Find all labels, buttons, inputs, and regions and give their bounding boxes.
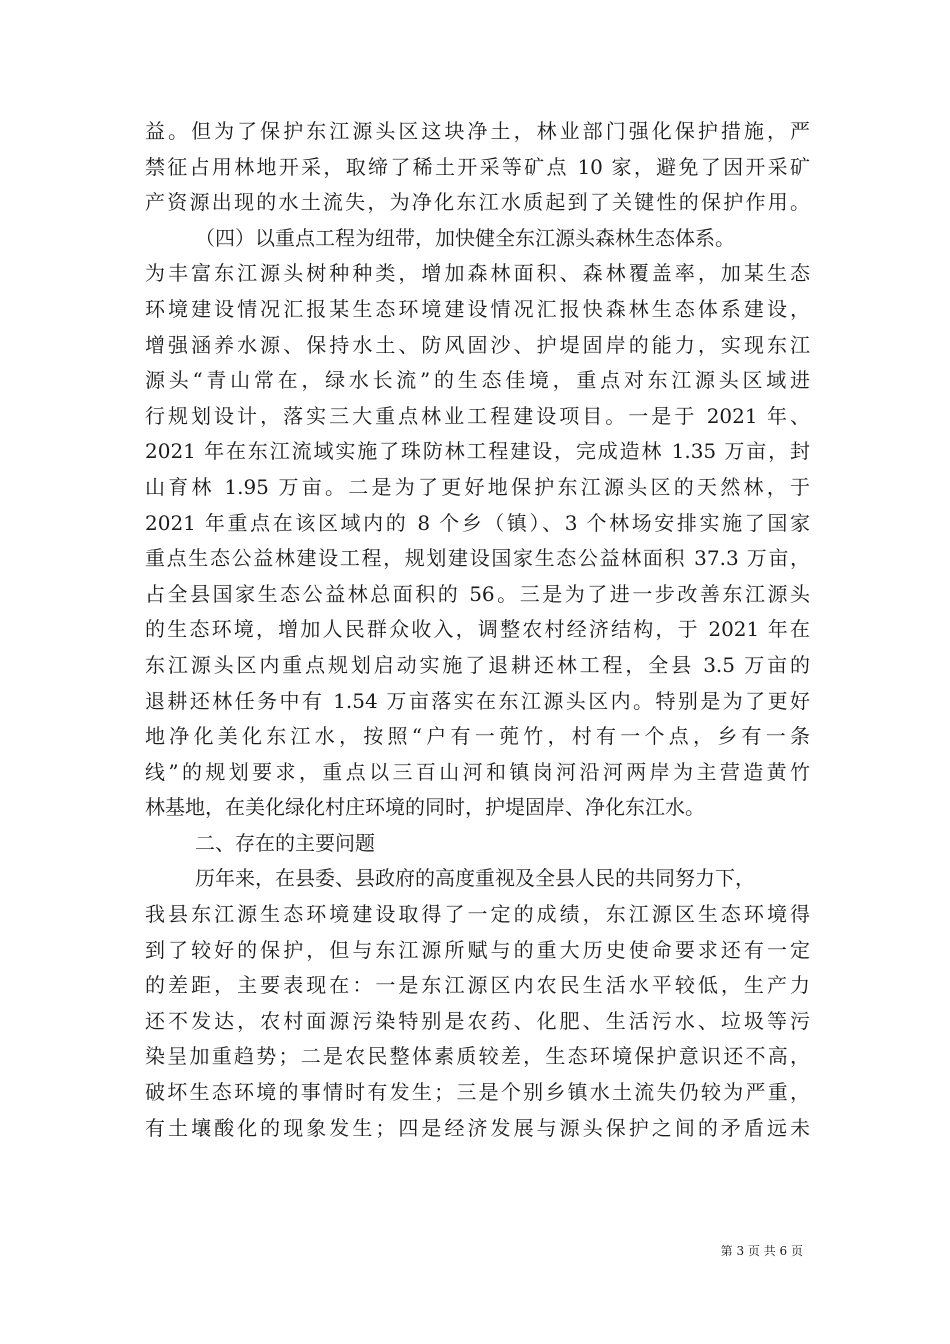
text-line: 染呈加重趋势；二是农民整体素质较差，生态环境保护意识还不高， [145,1044,810,1069]
text-line: 历年来，在县委、县政府的高度重视及全县人民的共同努力下， [195,866,755,891]
text-line: 的差距，主要表现在：一是东江源区内农民生活水平较低，生产力 [145,973,810,998]
text-line: 还不发达，农村面源污染特别是农药、化肥、生活污水、垃圾等污 [145,1008,810,1033]
text-line: 行规划设计，落实三大重点林业工程建设项目。一是于 2021 年、 [145,403,810,428]
text-line: 重点生态公益林建设工程，规划建设国家生态公益林面积 37.3 万亩， [145,546,810,571]
text-line: 益。但为了保护东江源头区这块净土，林业部门强化保护措施，严 [145,119,810,143]
text-line: 产资源出现的水土流失，为净化东江水质起到了关键性的保护作用。 [145,190,810,215]
text-line: 线”的规划要求，重点以三百山河和镇岗河沿河两岸为主营造黄竹 [145,759,810,784]
page-footer [0,1242,950,1259]
text-line: 2021 年在东江流域实施了珠防林工程建设，完成造林 1.35 万亩，封 [145,439,810,464]
text-line: 占全县国家生态公益林总面积的 56。三是为了进一步改善东江源头 [145,581,810,606]
text-line: 源头“青山常在，绿水长流”的生态佳境，重点对东江源头区域进 [145,368,810,393]
text-line: 的生态环境，增加人民群众收入，调整农村经济结构，于 2021 年在 [145,617,810,642]
text-line: 山育林 1.95 万亩。二是为了更好地保护东江源头区的天然林，于 [145,474,810,499]
text-line: 环境建设情况汇报某生态环境建设情况汇报快森林生态体系建设， [145,296,810,321]
text-line: 二、存在的主要问题 [195,830,375,855]
text-line: 为丰富东江源头树种种类，增加森林面积、森林覆盖率，加某生态 [145,261,810,286]
body-text [145,114,810,1146]
text-line: 到了较好的保护，但与东江源所赋与的重大历史使命要求还有一定 [145,937,810,962]
text-line: 东江源头区内重点规划启动实施了退耕还林工程，全县 3.5 万亩的 [145,652,810,677]
text-line: 增强涵养水源、保持水土、防风固沙、护堤固岸的能力，实现东江 [145,332,810,357]
text-line: 2021 年重点在该区域内的 8 个乡（镇）、3 个林场安排实施了国家 [145,510,810,535]
text-line: 破坏生态环境的事情时有发生；三是个别乡镇水土流失仍较为严重， [145,1080,810,1105]
text-line: 地净化美化东江水，按照“户有一蔸竹，村有一个点，乡有一条 [145,724,810,749]
page-number: 第 3 页 共 6 页 [720,1244,803,1258]
text-line: 退耕还林任务中有 1.54 万亩落实在东江源头区内。特别是为了更好 [145,688,810,713]
text-line: 有土壤酸化的现象发生；四是经济发展与源头保护之间的矛盾远未 [145,1115,810,1140]
text-line: 我县东江源生态环境建设取得了一定的成绩，东江源区生态环境得 [145,902,810,927]
text-line: （四）以重点工程为纽带，加快健全东江源头森林生态体系。 [195,225,735,250]
text-line: 禁征占用林地开采，取缔了稀土开采等矿点 10 家，避免了因开采矿 [145,154,810,179]
text-line: 林基地，在美化绿化村庄环境的同时，护堤固岸、净化东江水。 [145,795,705,820]
